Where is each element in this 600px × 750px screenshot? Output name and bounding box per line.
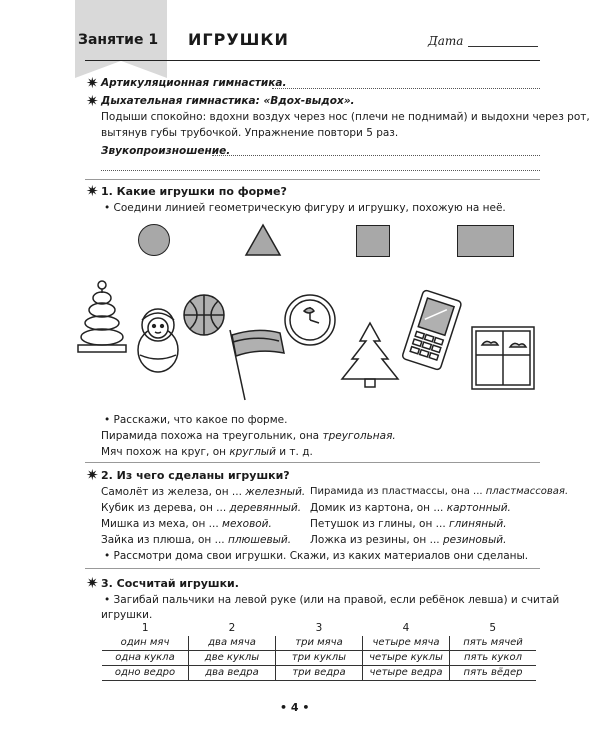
section-divider	[85, 462, 540, 463]
counting-table	[102, 621, 536, 681]
table-cell: пять мячей	[450, 636, 537, 651]
table-cell: четыре ведра	[363, 666, 450, 681]
table-header-cell: 4	[402, 622, 410, 634]
table-header-cell: 2	[228, 622, 236, 634]
date-label: Дата	[428, 34, 464, 48]
table-cell: одна кукла	[102, 651, 189, 666]
table-row	[102, 666, 536, 681]
articulation-dots	[272, 88, 540, 89]
fir-tree-icon	[342, 323, 398, 387]
task1-example-2: Мяч похож на круг, он круглый и т. д.	[101, 446, 313, 458]
star-icon: ✷	[86, 466, 99, 484]
toys-illustration	[70, 275, 540, 405]
page-title: ИГРУШКИ	[188, 30, 289, 49]
table-cell: два мяча	[189, 636, 276, 651]
table-cell: пять вёдер	[450, 666, 537, 681]
date-line	[468, 46, 538, 47]
circle-shape	[138, 224, 170, 256]
star-icon: ✷	[86, 92, 99, 110]
triangle-shape	[243, 222, 283, 258]
table-cell: одно ведро	[102, 666, 189, 681]
table-cell: один мяч	[102, 636, 189, 651]
star-icon: ✷	[86, 182, 99, 200]
task1-title: 1. Какие игрушки по форме?	[101, 185, 287, 198]
material-right-1: Пирамида из пластмассы, она ... пластмассовая.	[310, 486, 569, 497]
section-divider	[85, 179, 540, 180]
window-icon	[472, 327, 534, 389]
matryoshka-icon	[138, 309, 178, 372]
square-shape	[356, 225, 390, 257]
table-cell: три ведра	[276, 666, 363, 681]
breathing-text-1: Подыши спокойно: вдохни воздух через нос (плечи не поднимай) и выдохни через рот,	[101, 111, 590, 123]
header-rule	[85, 60, 540, 61]
material-left-3: Мишка из меха, он ... меховой.	[101, 518, 272, 530]
lesson-number: Занятие 1	[78, 32, 159, 48]
table-cell: две куклы	[189, 651, 276, 666]
pyramid-toy-icon	[78, 281, 126, 352]
star-icon: ✷	[86, 74, 99, 92]
task2-instruction: • Рассмотри дома свои игрушки. Скажи, из каких материалов они сделаны.	[104, 550, 529, 562]
table-row	[102, 651, 536, 666]
table-cell: три куклы	[276, 651, 363, 666]
ball-icon	[184, 295, 224, 335]
table-row	[102, 636, 536, 651]
table-cell: пять кукол	[450, 651, 537, 666]
section-divider	[85, 568, 540, 569]
task3-instruction-1: • Загибай пальчики на левой руке (или на правой, если ребёнок левша) и считай	[104, 594, 560, 606]
material-right-4: Ложка из резины, он ... резиновый.	[310, 534, 507, 546]
task3-title: 3. Сосчитай игрушки.	[101, 577, 239, 590]
table-header-cell: 5	[489, 622, 497, 634]
table-header-cell: 3	[315, 622, 323, 634]
task1-instruction: • Соедини линией геометрическую фигуру и игрушку, похожую на неё.	[104, 202, 506, 214]
breathing-heading: Дыхательная гимнастика: «Вдох-выдох».	[101, 95, 355, 107]
task1-tell: • Расскажи, что какое по форме.	[104, 414, 288, 426]
table-header-row	[102, 621, 536, 636]
material-right-3: Петушок из глины, он ... глиняный.	[310, 518, 507, 530]
clock-icon	[285, 295, 335, 345]
pronunciation-dots-2	[101, 170, 540, 171]
task3-instruction-2: игрушки.	[101, 609, 153, 621]
material-right-2: Домик из картона, он ... картонный.	[310, 502, 511, 514]
table-cell: четыре мяча	[363, 636, 450, 651]
table-header-cell: 1	[141, 622, 149, 634]
articulation-heading: Артикуляционная гимнастика.	[101, 77, 287, 89]
table-cell: три мяча	[276, 636, 363, 651]
breathing-text-2: вытянув губы трубочкой. Упражнение повтори 5 раз.	[101, 127, 399, 139]
pronunciation-heading: Звукопроизношение.	[101, 145, 231, 157]
material-left-4: Зайка из плюша, он ... плюшевый.	[101, 534, 292, 546]
task2-title: 2. Из чего сделаны игрушки?	[101, 469, 290, 482]
star-icon: ✷	[86, 574, 99, 592]
material-left-1: Самолёт из железа, он ... железный.	[101, 486, 306, 498]
rectangle-shape	[457, 225, 514, 257]
material-left-2: Кубик из дерева, он ... деревянный.	[101, 502, 302, 514]
phone-icon	[402, 290, 462, 371]
page-number: • 4 •	[280, 701, 310, 714]
task1-example-1: Пирамида похожа на треугольник, она треугольная.	[101, 430, 396, 442]
flag-icon	[230, 330, 284, 400]
table-cell: четыре куклы	[363, 651, 450, 666]
pronunciation-dots	[212, 155, 540, 156]
table-cell: два ведра	[189, 666, 276, 681]
